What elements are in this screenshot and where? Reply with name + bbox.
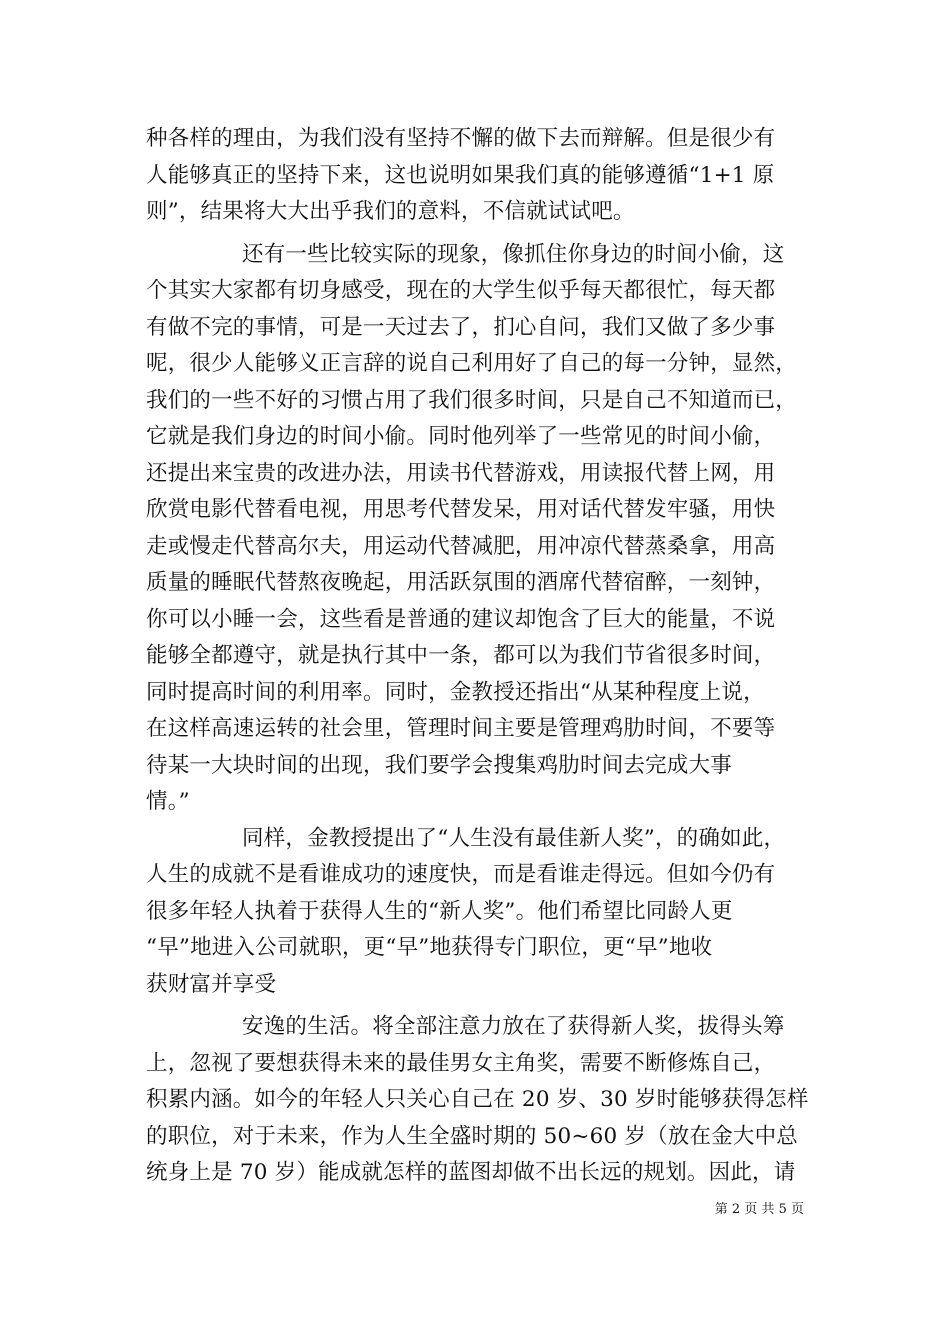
text-line: 欣赏电影代替看电视，用思考代替发呆，用对话代替发牢骚，用快 <box>146 497 776 522</box>
paragraph-first-line: 同样，金教授提出了“人生没有最佳新人奖”，的确如此， <box>242 825 786 851</box>
text-line: 的职位，对于未来，作为人生全盛时期的 50~60 岁（放在金大中总 <box>146 1123 799 1149</box>
text-line: 我们的一些不好的习惯占用了我们很多时间，只是自己不知道而已， <box>146 387 798 413</box>
text-line: 还提出来宝贵的改进办法，用读书代替游戏，用读报代替上网，用 <box>146 460 776 486</box>
text-line: 个其实大家都有切身感受，现在的大学生似乎每天都很忙，每天都 <box>146 278 776 303</box>
text-line: 呢，很少人能够义正言辞的说自己利用好了自己的每一分钟，显然， <box>146 351 798 376</box>
text-line: 在这样高速运转的社会里，管理时间主要是管理鸡肋时间，不要等 <box>146 716 776 741</box>
text-line: 走或慢走代替高尔夫，用运动代替减肥，用冲凉代替蒸桑拿，用高 <box>146 533 776 559</box>
text-line: 人能够真正的坚持下来，这也说明如果我们真的能够遵循“1+1 原 <box>146 162 775 188</box>
text-line: 上，忽视了要想获得未来的最佳男女主角奖，需要不断修炼自己， <box>146 1050 776 1076</box>
text-line: 获财富并享受 <box>146 971 277 997</box>
text-line: 能够全都遵守，就是执行其中一条，都可以为我们节省很多时间， <box>146 643 776 668</box>
text-line: 人生的成就不是看谁成功的速度快，而是看谁走得远。但如今仍有 <box>146 862 776 887</box>
text-line: 待某一大块时间的出现，我们要学会搜集鸡肋时间去完成大事 <box>146 752 732 778</box>
text-line: 质量的睡眠代替熬夜晚起，用活跃氛围的酒席代替宿醉，一刻钟， <box>146 570 776 595</box>
text-line: 情。” <box>146 789 190 814</box>
page-number-footer: 第 2 页 共 5 页 <box>714 1202 804 1217</box>
text-line: 同时提高时间的利用率。同时，金教授还指出“从某种程度上说， <box>146 679 765 705</box>
text-line: 有做不完的事情，可是一天过去了，扪心自问，我们又做了多少事 <box>146 314 776 340</box>
text-line: 很多年轻人执着于获得人生的“新人奖”。他们希望比同龄人更 <box>146 898 733 924</box>
text-line: 则”，结果将大大出乎我们的意料，不信就试试吧。 <box>146 199 635 224</box>
paragraph-first-line: 还有一些比较实际的现象，像抓住你身边的时间小偷，这 <box>242 241 785 267</box>
text-line: 你可以小睡一会，这些看是普通的建议却饱含了巨大的能量，不说 <box>146 606 776 632</box>
text-line: 统身上是 70 岁）能成就怎样的蓝图却做不出长远的规划。因此，请 <box>146 1160 796 1185</box>
text-line: “早”地进入公司就职，更“早”地获得专门职位，更“早”地收 <box>146 935 713 960</box>
text-line: 积累内涵。如今的年轻人只关心自己在 20 岁、30 岁时能够获得怎样 <box>146 1087 809 1112</box>
text-line: 它就是我们身边的时间小偷。同时他列举了一些常见的时间小偷， <box>146 424 776 449</box>
text-line: 种各样的理由，为我们没有坚持不懈的做下去而辩解。但是很少有 <box>146 126 776 151</box>
paragraph-first-line: 安逸的生活。将全部注意力放在了获得新人奖，拔得头筹 <box>242 1014 785 1039</box>
body-text <box>146 121 822 1192</box>
